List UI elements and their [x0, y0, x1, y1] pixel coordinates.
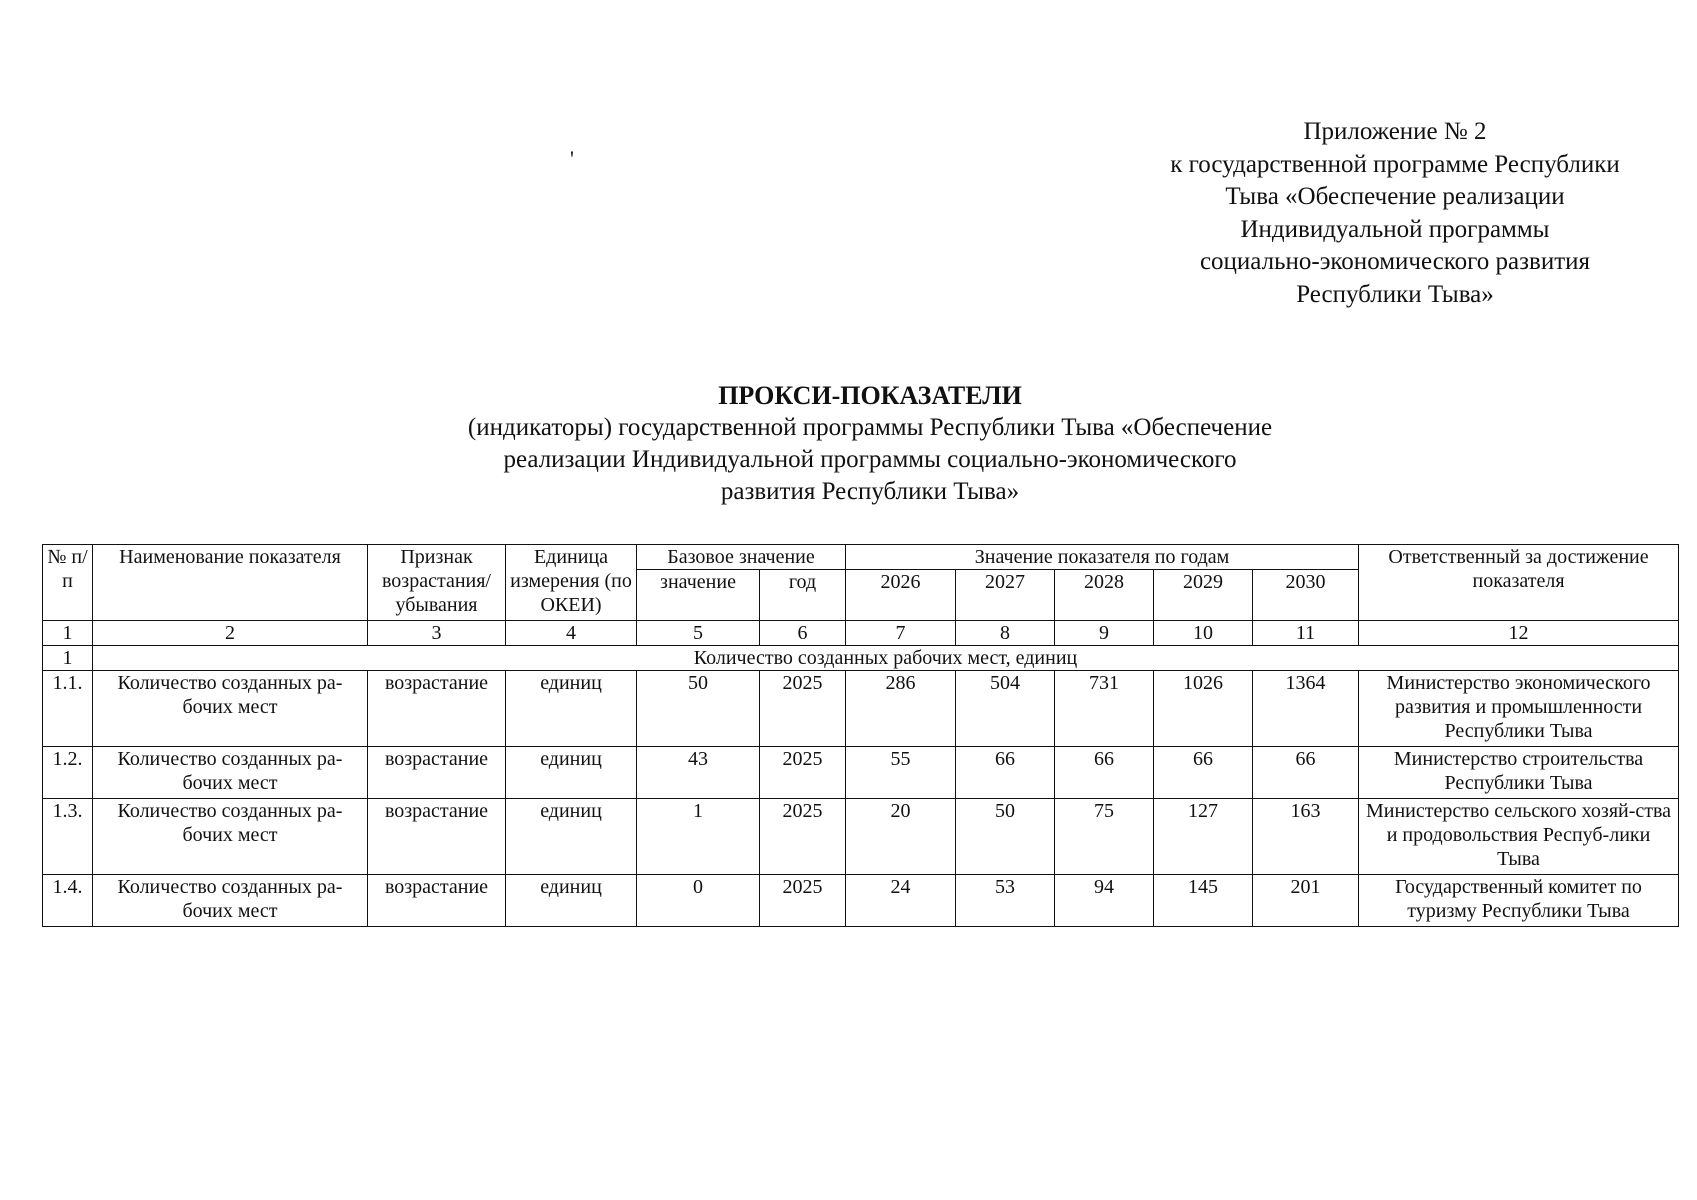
row-unit: единиц	[506, 747, 637, 799]
header-trend: Признак возрастания/ убывания	[368, 545, 506, 621]
document-title-block	[310, 380, 1430, 508]
row-responsible: Министерство сельского хозяй-ства и продовольствия Респуб-лики Тыва	[1359, 799, 1679, 875]
row-trend: возрастание	[368, 799, 506, 875]
header-name: Наименование показателя	[93, 545, 368, 621]
row-base-value: 43	[637, 747, 760, 799]
header-year: 2030	[1253, 570, 1359, 621]
row-base-year: 2025	[760, 747, 846, 799]
row-value-2029: 127	[1154, 799, 1253, 875]
column-number: 1	[43, 621, 93, 646]
row-value-2026: 20	[846, 799, 956, 875]
section-row	[43, 646, 1679, 671]
row-unit: единиц	[506, 671, 637, 747]
document-subtitle	[310, 412, 1430, 508]
column-number: 2	[93, 621, 368, 646]
header-years-group: Значение показателя по годам	[846, 545, 1359, 570]
appendix-line: Тыва «Обеспечение реализации	[1225, 183, 1565, 210]
row-name: Количество созданных ра-бочих мест	[93, 799, 368, 875]
row-num: 1.2.	[43, 747, 93, 799]
header-base-year: год	[760, 570, 846, 621]
row-responsible: Министерство экономического развития и промышленности Республики Тыва	[1359, 671, 1679, 747]
header-row	[43, 545, 1679, 570]
row-base-year: 2025	[760, 875, 846, 927]
appendix-line: социально-экономического развития	[1199, 248, 1591, 275]
column-number: 11	[1253, 621, 1359, 646]
subtitle-line: (индикаторы) государственной программы Республики Тыва «Обеспечение	[467, 414, 1273, 441]
row-base-value: 0	[637, 875, 760, 927]
row-base-year: 2025	[760, 799, 846, 875]
row-value-2026: 24	[846, 875, 956, 927]
subtitle-line: реализации Индивидуальной программы социально-экономического	[503, 446, 1237, 473]
row-base-year: 2025	[760, 671, 846, 747]
header-year: 2026	[846, 570, 956, 621]
header-year: 2029	[1154, 570, 1253, 621]
row-name: Количество созданных ра-бочих мест	[93, 875, 368, 927]
section-num: 1	[43, 646, 93, 671]
row-value-2027: 504	[956, 671, 1055, 747]
row-unit: единиц	[506, 875, 637, 927]
row-value-2028: 94	[1055, 875, 1154, 927]
row-value-2027: 53	[956, 875, 1055, 927]
row-value-2026: 55	[846, 747, 956, 799]
subtitle-line: развития Республики Тыва»	[720, 478, 1020, 505]
row-responsible: Министерство строительства Республики Тыва	[1359, 747, 1679, 799]
row-value-2028: 731	[1055, 671, 1154, 747]
row-value-2029: 66	[1154, 747, 1253, 799]
header-base-value: значение	[637, 570, 760, 621]
row-trend: возрастание	[368, 875, 506, 927]
header-year: 2028	[1055, 570, 1154, 621]
row-num: 1.1.	[43, 671, 93, 747]
document-title: ПРОКСИ-ПОКАЗАТЕЛИ	[718, 381, 1022, 410]
row-num: 1.4.	[43, 875, 93, 927]
header-num: № п/п	[43, 545, 93, 621]
header-base-group: Базовое значение	[637, 545, 846, 570]
row-base-value: 50	[637, 671, 760, 747]
column-number: 10	[1154, 621, 1253, 646]
row-trend: возрастание	[368, 671, 506, 747]
column-number: 9	[1055, 621, 1154, 646]
table-row	[43, 747, 1679, 799]
row-value-2030: 163	[1253, 799, 1359, 875]
column-number: 3	[368, 621, 506, 646]
table-row	[43, 875, 1679, 927]
appendix-line: к государственной программе Республики	[1170, 150, 1620, 178]
section-title: Количество созданных рабочих мест, единиц	[93, 646, 1679, 671]
row-value-2028: 75	[1055, 799, 1154, 875]
column-number: 5	[637, 621, 760, 646]
row-responsible: Государственный комитет по туризму Республики Тыва	[1359, 875, 1679, 927]
row-unit: единиц	[506, 799, 637, 875]
header-year: 2027	[956, 570, 1055, 621]
row-value-2030: 66	[1253, 747, 1359, 799]
row-base-value: 1	[637, 799, 760, 875]
row-value-2030: 201	[1253, 875, 1359, 927]
appendix-line: Индивидуальной программы	[1240, 215, 1550, 243]
appendix-header	[1120, 116, 1670, 311]
column-number: 7	[846, 621, 956, 646]
header-responsible: Ответственный за достижение показателя	[1359, 545, 1679, 621]
row-value-2026: 286	[846, 671, 956, 747]
row-value-2028: 66	[1055, 747, 1154, 799]
table-row	[43, 799, 1679, 875]
appendix-line: Республики Тыва»	[1296, 280, 1494, 308]
row-value-2027: 50	[956, 799, 1055, 875]
column-number: 12	[1359, 621, 1679, 646]
row-trend: возрастание	[368, 747, 506, 799]
row-value-2029: 145	[1154, 875, 1253, 927]
indicators-table	[42, 544, 1679, 927]
row-value-2030: 1364	[1253, 671, 1359, 747]
row-value-2029: 1026	[1154, 671, 1253, 747]
table-row	[43, 671, 1679, 747]
row-num: 1.3.	[43, 799, 93, 875]
stray-mark: '	[570, 146, 574, 171]
column-number: 6	[760, 621, 846, 646]
appendix-line: Приложение № 2	[1303, 118, 1487, 145]
header-unit: Единица измерения (по ОКЕИ)	[506, 545, 637, 621]
row-name: Количество созданных ра-бочих мест	[93, 671, 368, 747]
column-numbers-row	[43, 621, 1679, 646]
column-number: 4	[506, 621, 637, 646]
row-value-2027: 66	[956, 747, 1055, 799]
column-number: 8	[956, 621, 1055, 646]
row-name: Количество созданных ра-бочих мест	[93, 747, 368, 799]
